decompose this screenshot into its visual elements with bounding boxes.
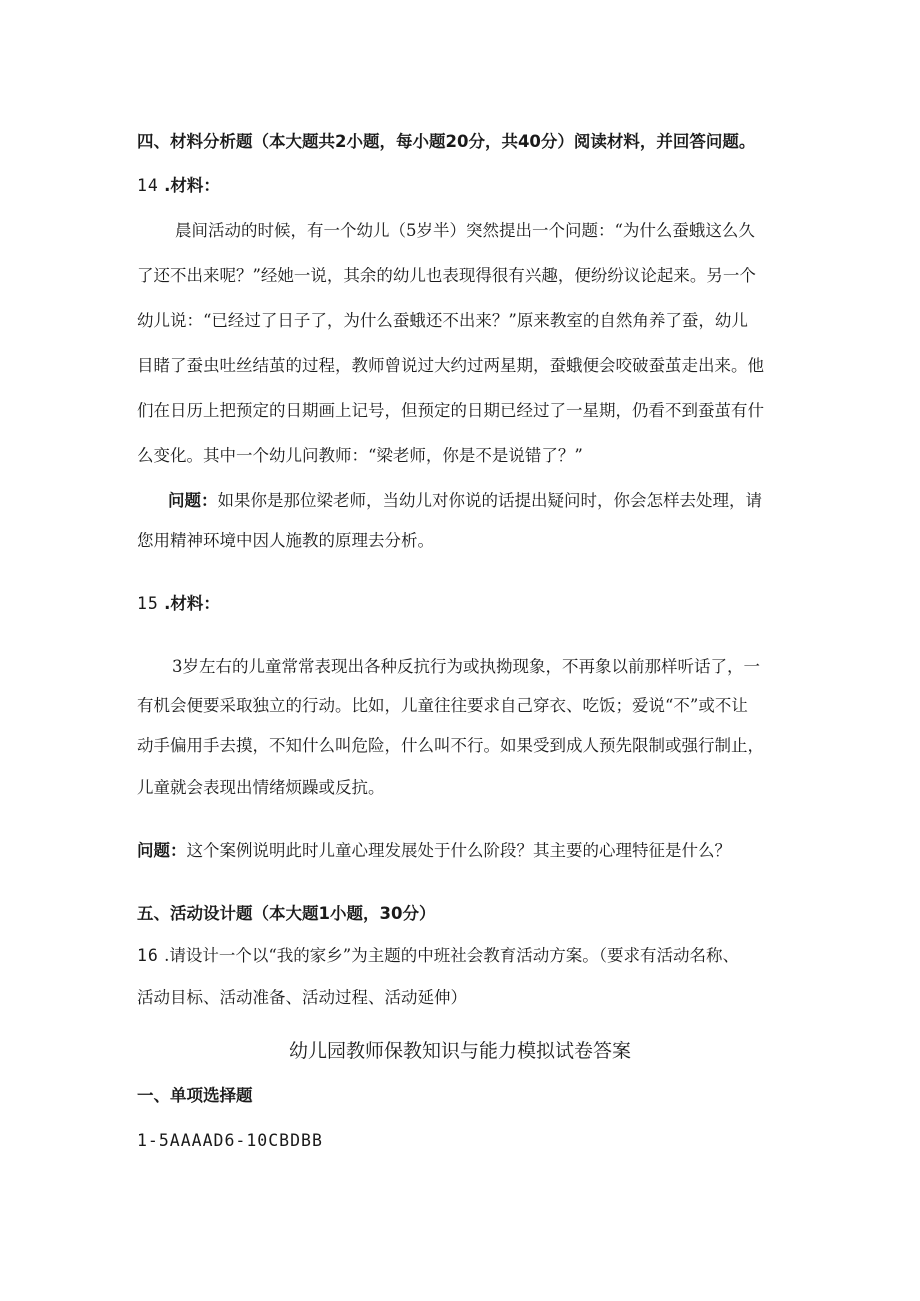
answers-section-1-values: 1-5AAAAD6-10CBDBB xyxy=(137,1131,323,1150)
q16-text: .请设计一个以“我的家乡”为主题的中班社会教育活动方案。（要求有活动名称、 xyxy=(164,946,739,965)
section-5-heading: 五、活动设计题（本大题1小题，30分） xyxy=(137,904,436,923)
q14-question-label: 问题： xyxy=(168,491,218,510)
q15-number: 15 xyxy=(137,594,159,613)
q15-question xyxy=(137,840,731,862)
q15-label: .材料： xyxy=(164,594,220,613)
q15-material-line: 3岁左右的儿童常常表现出各种反抗行为或执拗现象，不再象以前那样听话了，一 xyxy=(172,657,760,676)
q14-question-line2: 您用精神环境中因人施教的原理去分析。 xyxy=(137,531,434,550)
q14-material-line: 晨间活动的时候，有一个幼儿（5岁半）突然提出一个问题：“为什么蚕蛾这么久 xyxy=(175,221,755,240)
q15-question-label: 问题： xyxy=(137,841,187,860)
q14-material-line: 们在日历上把预定的日期画上记号，但预定的日期已经过了一星期，仍看不到蚕茧有什 xyxy=(137,401,764,420)
answers-title: 幼儿园教师保教知识与能力模拟试卷答案 xyxy=(288,1040,631,1062)
q15-header xyxy=(137,593,220,615)
q16-line1 xyxy=(137,945,739,967)
q14-material-line: 目睹了蚕虫吐丝结茧的过程，教师曾说过大约过两星期，蚕蛾便会咬破蚕茧走出来。他 xyxy=(137,356,764,375)
q16-line2: 活动目标、活动准备、活动过程、活动延伸） xyxy=(137,988,467,1007)
q15-question-text: 这个案例说明此时儿童心理发展处于什么阶段？其主要的心理特征是什么？ xyxy=(186,841,731,860)
q14-header xyxy=(137,175,220,197)
q15-material-line: 儿童就会表现出情绪烦躁或反抗。 xyxy=(137,778,385,797)
q16-number: 16 xyxy=(137,946,159,965)
q14-material-line: 幼儿说：“已经过了日子了，为什么蚕蛾还不出来？”原来教室的自然角养了蚕，幼儿 xyxy=(137,311,748,330)
q15-material-line: 动手偏用手去摸，不知什么叫危险，什么叫不行。如果受到成人预先限制或强行制止， xyxy=(137,736,764,755)
q14-material-line: 了还不出来呢？”经她一说，其余的幼儿也表现得很有兴趣，便纷纷议论起来。另一个 xyxy=(137,266,756,285)
q14-question-line1 xyxy=(168,490,762,512)
q14-material-line: 么变化。其中一个幼儿问教师：“梁老师，你是不是说错了？” xyxy=(137,446,583,465)
q14-number: 14 xyxy=(137,176,159,195)
q14-label: .材料： xyxy=(164,176,220,195)
section-4-heading: 四、材料分析题（本大题共2小题，每小题20分，共40分）阅读材料，并回答问题。 xyxy=(137,132,756,151)
q14-question-text: 如果你是那位梁老师，当幼儿对你说的话提出疑问时，你会怎样去处理，请 xyxy=(217,491,762,510)
answers-section-1-heading: 一、单项选择题 xyxy=(137,1086,253,1105)
q15-material-line: 有机会便要采取独立的行动。比如，儿童往往要求自己穿衣、吃饭；爱说“不”或不让 xyxy=(137,696,748,715)
